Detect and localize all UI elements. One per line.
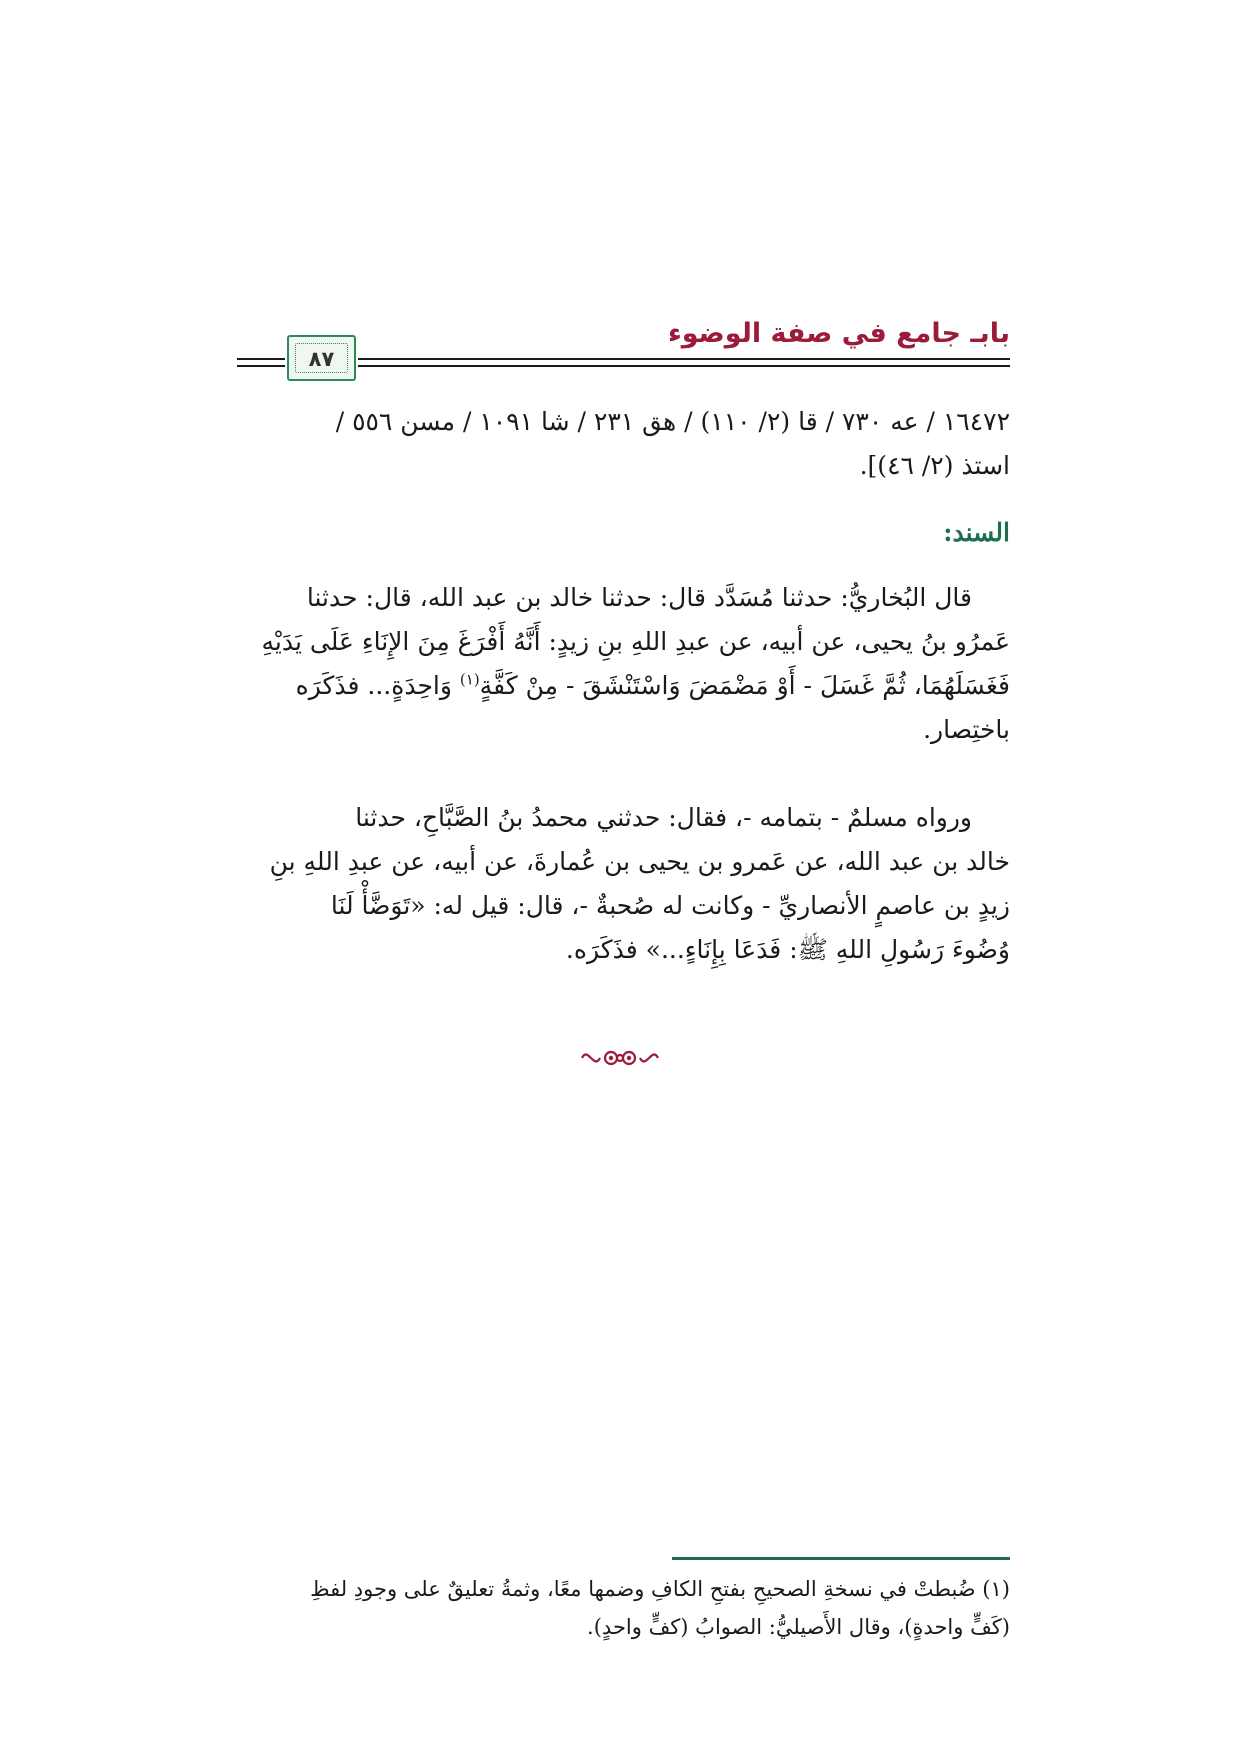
page-number-badge bbox=[287, 335, 356, 381]
ornament-divider-icon bbox=[578, 1040, 662, 1076]
text-line: زيدٍ بن عاصمٍ الأنصاريِّ - وكانت له صُحبةٌ -، قال: قيل له: «تَوَضَّأْ لَنَا bbox=[330, 891, 1010, 920]
paragraph-bukhari bbox=[237, 576, 1010, 752]
text-line bbox=[237, 664, 1010, 708]
text-segment: وَاحِدَةٍ... فذَكَرَه bbox=[295, 671, 460, 700]
header-rule bbox=[358, 365, 1010, 367]
footnote-line: (١) ضُبطتْ في نسخةِ الصحيحِ بفتحِ الكافِ وضمها معًا، وثمةُ تعليقٌ على وجودِ لفظِ bbox=[310, 1577, 1010, 1601]
references-line: استذ (٢/ ٤٦)]. bbox=[859, 451, 1010, 480]
references-line: ١٦٤٧٢ / عه ٧٣٠ / قا (٢/ ١١٠) / هق ٢٣١ / شا ١٠٩١ / مسن ٥٥٦ / bbox=[335, 407, 1010, 436]
paragraph-muslim bbox=[237, 796, 1010, 972]
header-rule bbox=[237, 365, 285, 367]
references-block bbox=[237, 400, 1010, 488]
section-heading: السند: bbox=[943, 518, 1010, 547]
page-header bbox=[237, 318, 1010, 386]
text-segment: فَغَسَلَهُمَا، ثُمَّ غَسَلَ - أَوْ مَضْمَضَ وَاسْتَنْشَقَ - مِنْ كَفَّةٍ bbox=[479, 671, 1010, 700]
page-number: ٨٧ bbox=[308, 347, 335, 371]
footnote bbox=[237, 1570, 1010, 1646]
footnote-separator bbox=[672, 1557, 1010, 1560]
footnote-line: (كَفٍّ واحدةٍ)، وقال الأَصيليُّ: الصوابُ (كفٍّ واحدٍ). bbox=[587, 1615, 1010, 1639]
header-rule bbox=[237, 358, 285, 360]
footnote-reference[interactable]: (١) bbox=[459, 670, 480, 689]
header-rule bbox=[358, 358, 1010, 360]
text-line: خالد بن عبد الله، عن عَمرو بن يحيى بن عُمارةَ، عن أبيه، عن عبدِ اللهِ بنِ bbox=[269, 847, 1010, 876]
text-line: باختِصار. bbox=[923, 715, 1010, 744]
text-line: قال البُخاريُّ: حدثنا مُسَدَّد قال: حدثنا خالد بن عبد الله، قال: حدثنا bbox=[306, 583, 972, 612]
text-line: وُضُوءَ رَسُولِ اللهِ ﷺ: فَدَعَا بِإِنَاءٍ...» فذَكَرَه. bbox=[565, 935, 1010, 964]
text-line: ورواه مسلمٌ - بتمامه -، فقال: حدثني محمدُ بنُ الصَّبَّاحِ، حدثنا bbox=[355, 803, 972, 832]
text-line: عَمرُو بنُ يحيى، عن أبيه، عن عبدِ اللهِ بنِ زيدٍ: أَنَّهُ أَفْرَغَ مِنَ الإِنَاءِ عَلَى يَدَيْهِ bbox=[261, 627, 1010, 656]
chapter-title: بابـ جامع في صفة الوضوء bbox=[667, 318, 1010, 349]
